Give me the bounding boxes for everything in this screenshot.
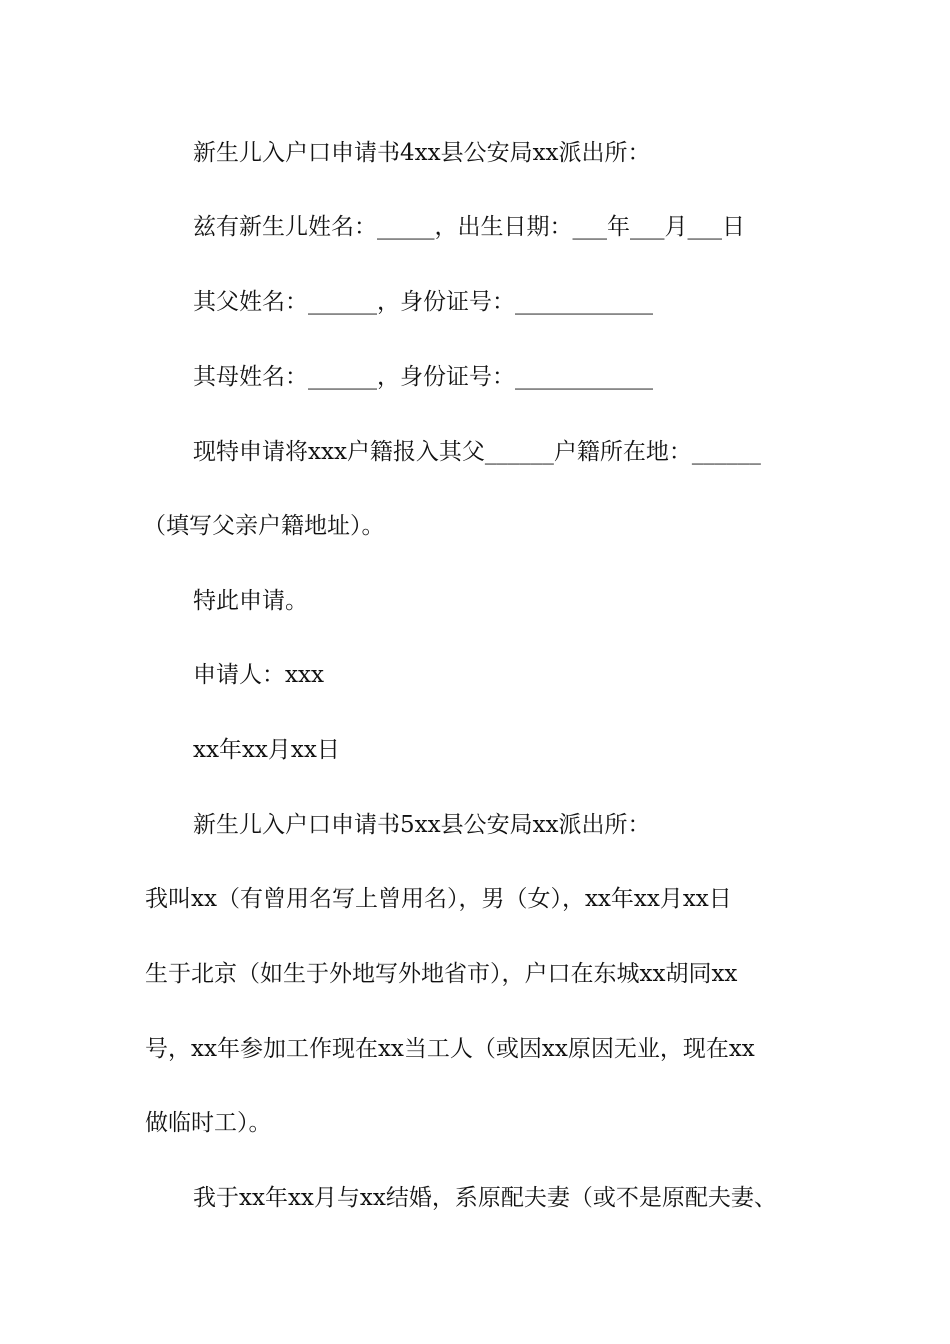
- request-line: 现特申请将xxx户籍报入其父______户籍所在地：______: [193, 439, 761, 465]
- father-info-line: 其父姓名：______，身份证号：____________: [193, 289, 653, 315]
- body-paragraph-line-4: 做临时工）。: [145, 1110, 272, 1136]
- date-line: xx年xx月xx日: [193, 737, 340, 763]
- body-paragraph-line-2: 生于北京（如生于外地写外地省市），户口在东城xx胡同xx: [145, 961, 738, 987]
- body-paragraph-line-3: 号，xx年参加工作现在xx当工人（或因xx原因无业，现在xx: [145, 1036, 755, 1062]
- heading-application-5: 新生儿入户口申请书5xx县公安局xx派出所：: [193, 812, 651, 838]
- marriage-paragraph-line: 我于xx年xx月与xx结婚，系原配夫妻（或不是原配夫妻、: [193, 1185, 777, 1211]
- mother-info-line: 其母姓名：______，身份证号：____________: [193, 364, 653, 390]
- heading-application-4: 新生儿入户口申请书4xx县公安局xx派出所：: [193, 140, 651, 166]
- newborn-info-line: 兹有新生儿姓名：_____，出生日期：___年___月___日: [193, 214, 745, 240]
- address-note-line: （填写父亲户籍地址）。: [143, 513, 385, 539]
- applicant-line: 申请人：xxx: [193, 662, 324, 688]
- body-paragraph-line-1: 我叫xx（有曾用名写上曾用名），男（女），xx年xx月xx日: [145, 886, 732, 912]
- closing-line: 特此申请。: [193, 588, 308, 614]
